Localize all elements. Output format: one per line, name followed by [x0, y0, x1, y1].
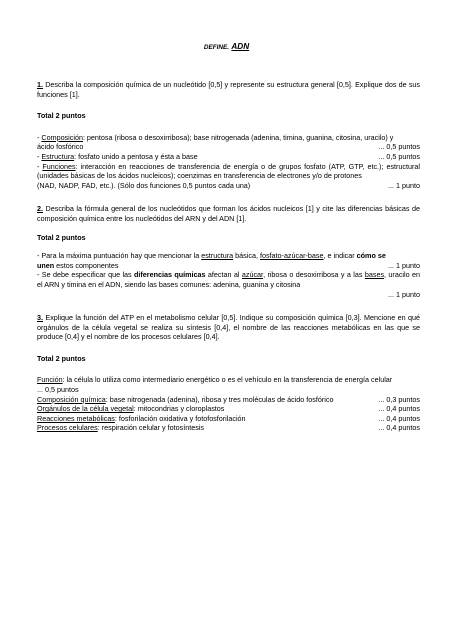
question-3-text: Explique la función del ATP en el metabolismo celular [0,5]. Indique su composición química [0,3]. Mencione en qué orgánulos de la célula vegetal se realiza su síntesis [0,4], el nombre de las reacciones metabólicas en las que se produce [0,4] y el nombre de los procesos celulares [0,4]. — [37, 313, 420, 342]
bullet-dash: - — [37, 132, 42, 142]
title-prefix: DEFINE. — [203, 44, 230, 51]
q1-composition-text: : pentosa (ribosa o desoxirribosa); base nitrogenada (adenina, timina, guanina, citosina, uracilo) y — [82, 132, 394, 142]
q3-processes-label: Procesos celulares — [37, 423, 98, 433]
q1-functions-text: : interacción en reacciones de transferencia de energía o de grupos fosfato (ATP, GTP, etc.); estructural (unidades básicas de los ácidos nucleicos); coenzimas en transferencia de electrones y/o de protones — [37, 161, 421, 181]
question-1-number: 1. — [37, 80, 43, 89]
q1-structure-text: : fosfato unido a pentosa y ésta a base — [74, 151, 198, 161]
question-1 — [37, 80, 420, 99]
q3-processes-text: : respiración celular y fotosíntesis — [97, 423, 204, 433]
q1-structure-points: ... 0,5 puntos — [378, 151, 420, 161]
q2-differences-text-4: , uracilo en el ARN y timina en el ADN, siendo las bases comunes: adenina, guanina y citosina — [37, 270, 420, 289]
q1-answer-composition — [37, 133, 420, 143]
q2-structure-text-4: estos componentes — [54, 260, 119, 270]
q1-functions-text-2: (NAD, NADP, FAD, etc.). (Sólo dos funciones 0,5 puntos cada una) — [37, 180, 251, 190]
q2-differences-bases: bases — [364, 270, 385, 280]
question-3-number: 3. — [37, 313, 43, 323]
q1-composition-label: Composición — [41, 132, 83, 142]
q1-structure-label: Estructura — [41, 151, 75, 161]
q2-answer-differences — [37, 270, 420, 289]
q3-function-text: : la célula lo utiliza como intermediario energético o es el vehículo en la transferencia de energía celular — [62, 375, 393, 385]
question-1-text: Describa la composición química de un nucleótido [0,5] y represente su estructura general [0,5]. Explique dos de sus funciones [1]. — [37, 80, 420, 99]
q1-functions-row — [37, 181, 420, 191]
q2-differences-text-2: afectan al — [205, 270, 242, 280]
title-main: ADN — [231, 42, 250, 51]
q2-answer-structure — [37, 251, 420, 261]
q3-reactions-text: : fosforilación oxidativa y fotofosforilación — [114, 413, 246, 423]
q2-structure-row — [37, 261, 420, 271]
q3-function-points: ... 0,5 puntos — [37, 385, 79, 395]
q2-differences-points: ... 1 punto — [388, 289, 420, 299]
q2-structure-text-1: - Para la máxima puntuación hay que mencionar la — [37, 251, 202, 261]
q2-structure-points: ... 1 punto — [388, 260, 420, 270]
q2-structure-text-2: básica, — [233, 251, 260, 261]
page-title — [0, 42, 453, 53]
bullet-dash: - — [37, 161, 43, 171]
q3-reactions-label: Reacciones metabólicas — [37, 413, 115, 423]
q1-functions-label: Funciones — [42, 161, 76, 171]
q2-differences-text-3: , ribosa o desoxirribosa y a las — [263, 270, 365, 280]
question-2 — [37, 204, 420, 223]
q3-organelles-points: ... 0,4 puntos — [378, 404, 420, 414]
bullet-dash: - — [37, 151, 42, 161]
question-3-total: Total 2 puntos — [37, 353, 86, 363]
q3-reactions-row — [37, 414, 420, 424]
q2-structure-emphasis-2: unen — [37, 260, 55, 270]
q3-organelles-row — [37, 404, 420, 414]
question-2-total: Total 2 puntos — [37, 232, 86, 242]
document-body — [37, 80, 420, 433]
question-2-number: 2. — [37, 204, 43, 214]
question-1-total: Total 2 puntos — [37, 111, 86, 121]
q3-processes-row — [37, 423, 420, 433]
q3-organelles-text: : mitocondrias y cloroplastos — [133, 404, 225, 414]
q3-answer-function — [37, 375, 420, 385]
q3-composition-row — [37, 395, 420, 405]
q2-differences-sugar: azúcar — [241, 270, 264, 280]
q1-answer-functions — [37, 162, 420, 181]
q3-composition-label: Composición química — [37, 394, 106, 404]
q1-structure-row — [37, 152, 420, 162]
q3-reactions-points: ... 0,4 puntos — [378, 413, 420, 423]
q2-structure-emphasis: cómo se — [356, 251, 386, 261]
q3-processes-points: ... 0,4 puntos — [378, 423, 420, 433]
q2-structure-text-3: , e indicar — [323, 251, 357, 261]
q2-structure-formula: fosfato-azúcar-base — [259, 251, 324, 261]
question-3 — [37, 313, 420, 342]
q1-functions-points: ... 1 punto — [388, 180, 420, 190]
q3-composition-text: : base nitrogenada (adenina), ribosa y tres moléculas de ácido fosfórico — [105, 394, 334, 404]
q3-organelles-label: Orgánulos de la célula vegetal — [37, 404, 134, 414]
q2-differences-term: diferencias químicas — [134, 270, 206, 280]
q3-composition-points: ... 0,3 puntos — [378, 394, 420, 404]
q3-function-label: Función — [37, 375, 63, 385]
q2-differences-text-1: - Se debe especificar que las — [37, 270, 135, 280]
q1-composition-points: ... 0,5 puntos — [378, 142, 420, 152]
q1-composition-row — [37, 142, 420, 152]
question-2-text: Describa la fórmula general de los nucleótidos que forman los ácidos nucleicos [1] y cite las diferencias básicas de composición química entre los nucleótidos del ARN y del ADN [1]. — [37, 204, 420, 223]
q2-structure-term: estructura — [201, 251, 234, 261]
q1-composition-text-2: ácido fosfórico — [37, 142, 84, 152]
